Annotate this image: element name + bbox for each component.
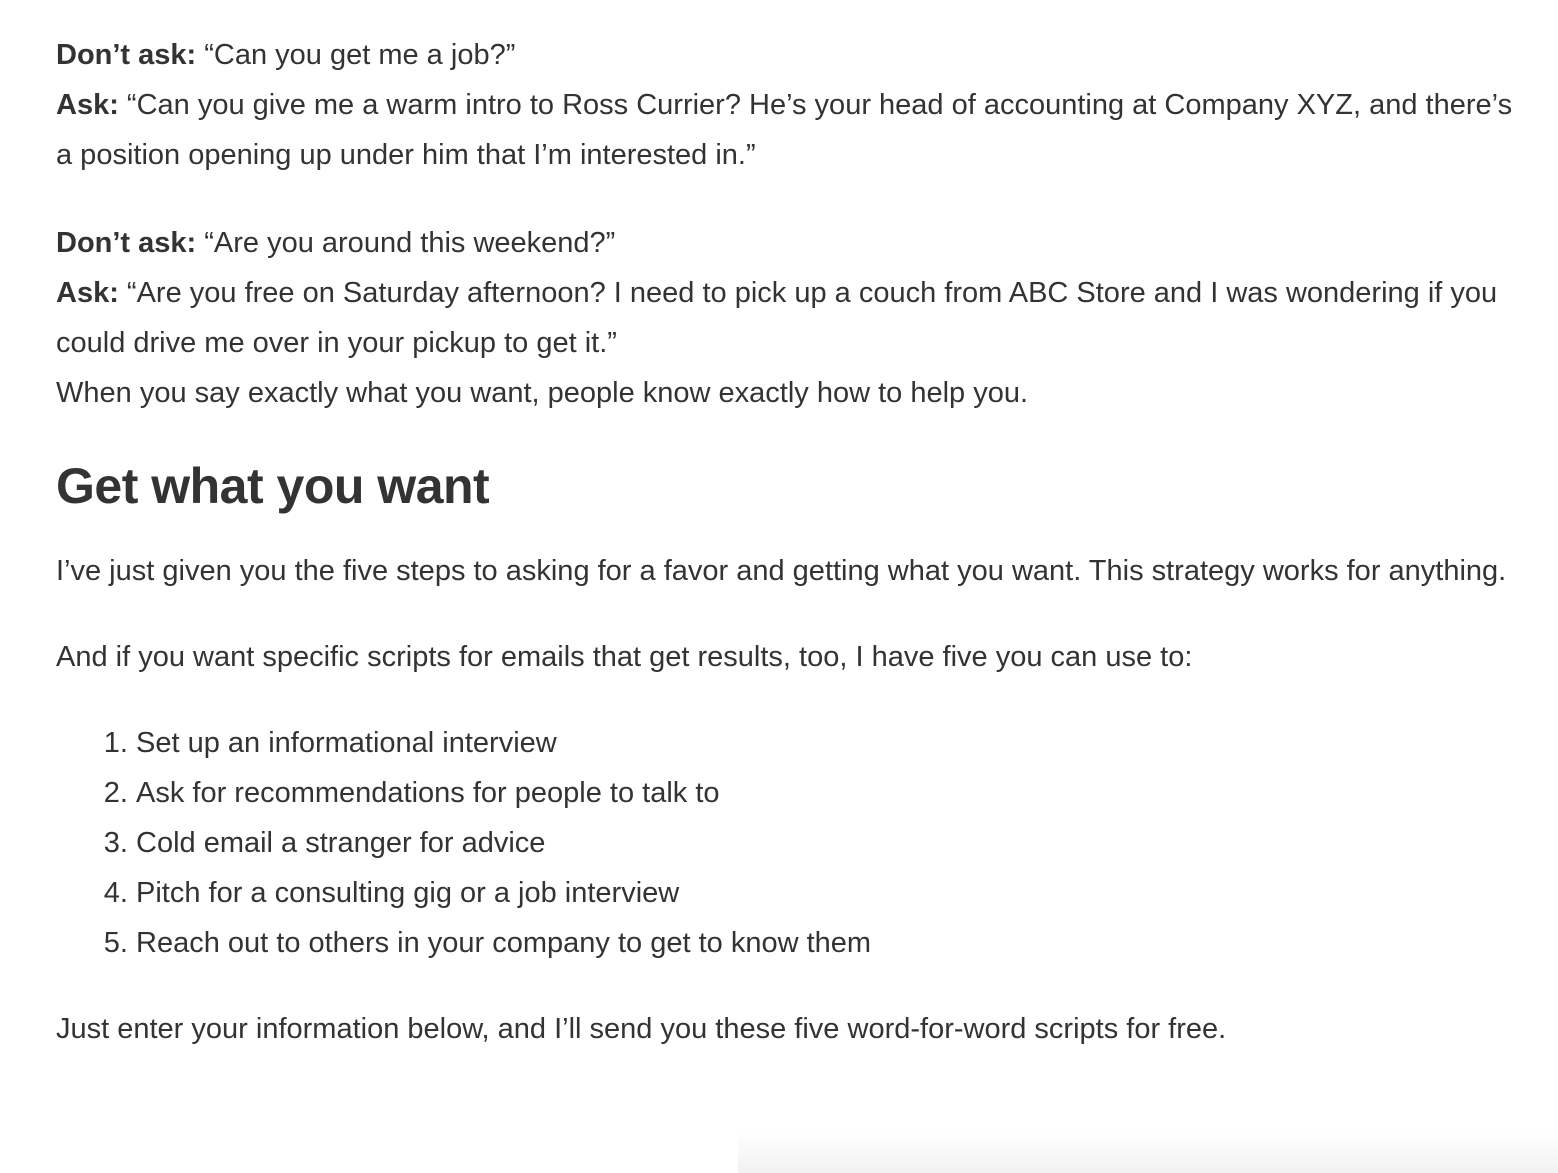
closing-paragraph: Just enter your information below, and I’ll send you these five word-for-word scripts for free.	[56, 1013, 1227, 1045]
ask-text: “Are you free on Saturday afternoon? I need to pick up a couch from ABC Store and I was wondering if you could drive me over in your pickup to get it.”	[56, 277, 1498, 359]
ask-label: Ask:	[56, 277, 119, 309]
dont-ask-line	[56, 218, 1516, 268]
intro-paragraph: I’ve just given you the five steps to asking for a favor and getting what you want. This strategy works for anything.	[56, 555, 1507, 587]
section-heading: Get what you want	[56, 458, 490, 514]
dont-ask-text: “Can you get me a job?”	[196, 39, 516, 71]
ask-text: “Can you give me a warm intro to Ross Currier? He’s your head of accounting at Company XYZ, and there’s a position opening up under him that I’m interested in.”	[56, 89, 1513, 171]
list-item: 5. Reach out to others in your company to get to know them	[136, 918, 1516, 968]
list-item: 2. Ask for recommendations for people to talk to	[136, 768, 1516, 818]
ask-line	[56, 268, 1516, 368]
summary-paragraph: When you say exactly what you want, people know exactly how to help you.	[56, 377, 1029, 409]
dont-ask-label: Don’t ask:	[56, 39, 197, 71]
dont-ask-label: Don’t ask:	[56, 227, 197, 259]
ask-line	[56, 80, 1516, 180]
list-item: 3. Cold email a stranger for advice	[136, 818, 1516, 868]
list-item: 4. Pitch for a consulting gig or a job interview	[136, 868, 1516, 918]
dont-ask-line	[56, 30, 1516, 80]
scripts-lead-paragraph: And if you want specific scripts for emails that get results, too, I have five you can use to:	[56, 641, 1193, 673]
ask-label: Ask:	[56, 89, 119, 121]
scripts-list	[56, 718, 1516, 968]
dont-ask-text: “Are you around this weekend?”	[196, 227, 616, 259]
example-pair-1	[56, 30, 1516, 180]
example-pair-2	[56, 218, 1516, 368]
article-body	[56, 30, 1516, 1054]
list-item: 1. Set up an informational interview	[136, 718, 1516, 768]
bottom-fade-overlay	[738, 1133, 1558, 1173]
